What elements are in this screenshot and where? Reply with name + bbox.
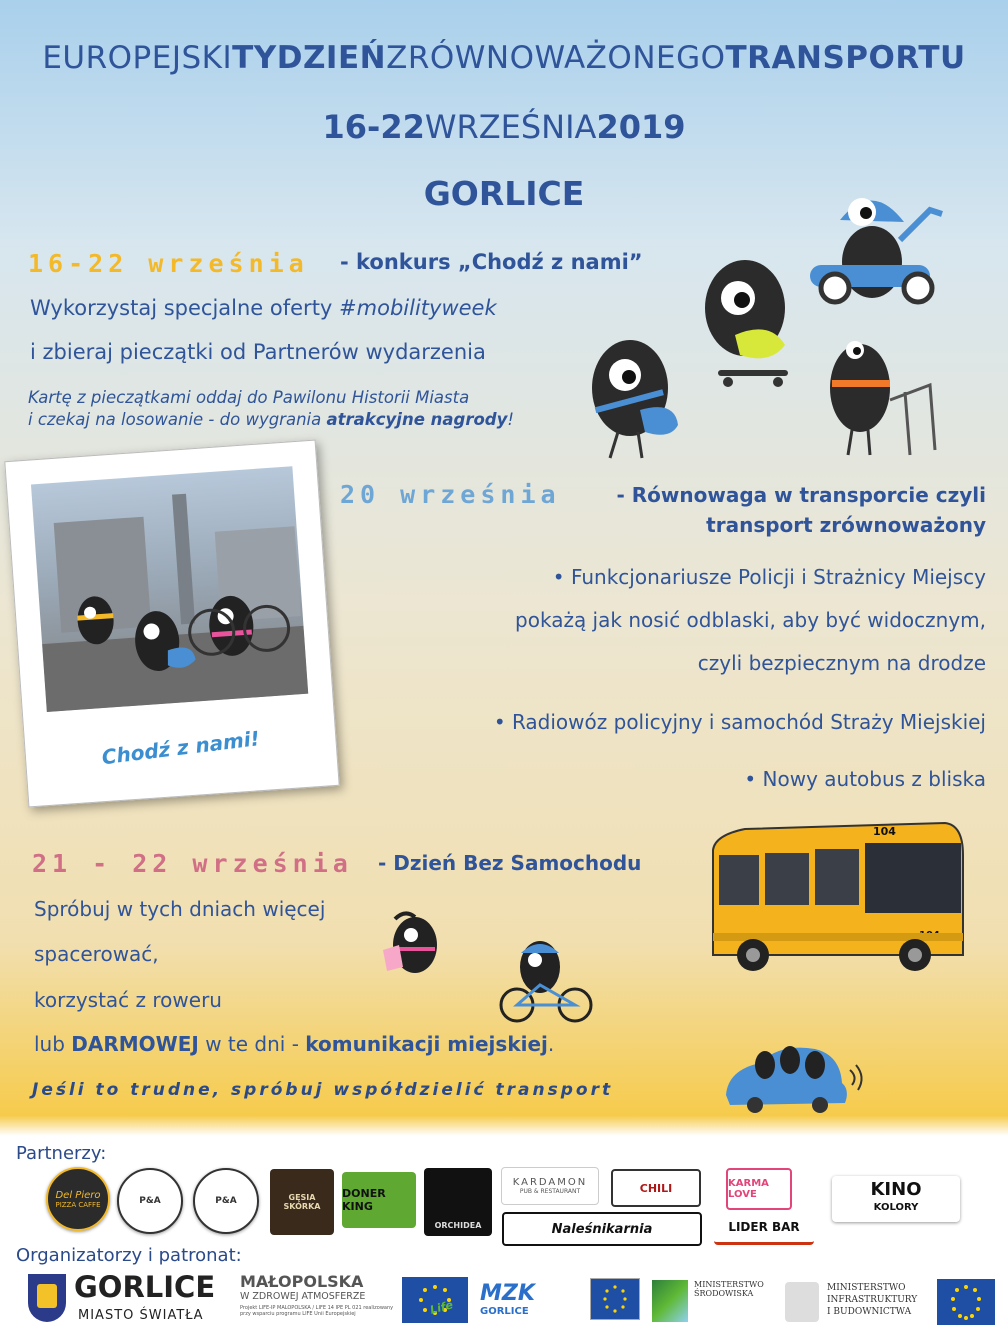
section3-line4	[34, 1032, 554, 1056]
mzk-text: MZK	[480, 1281, 535, 1306]
dates-range: 16-22	[322, 108, 425, 146]
scooter-mascot-icon	[810, 198, 942, 302]
bullet-police-line3: czyli bezpiecznym na drodze	[697, 651, 986, 675]
eu-commission-logo[interactable]	[590, 1278, 640, 1320]
eagle-icon	[785, 1282, 819, 1322]
min-infra-2: INFRASTRUKTURY	[827, 1295, 918, 1305]
street-photo	[31, 466, 308, 712]
gorlice-word: GORLICE	[74, 1270, 216, 1304]
note-end: !	[507, 410, 514, 429]
bicycle-mascot-icon	[501, 941, 591, 1021]
section1-note-line2	[28, 409, 514, 431]
partners-label: Partnerzy:	[16, 1143, 107, 1164]
line4-mid: w te dni -	[198, 1032, 306, 1056]
bag-mascot-icon	[592, 340, 678, 458]
section1-line2: i zbieraj pieczątki od Partnerów wydarzenia	[30, 340, 486, 364]
orchidea-logo[interactable]	[424, 1168, 492, 1236]
event-dates	[0, 108, 1008, 146]
kardamon-sub: PUB & RESTAURANT	[519, 1188, 581, 1195]
city-name: GORLICE	[423, 174, 585, 213]
gorlice-logo[interactable]	[28, 1270, 233, 1334]
orchidea-text: ORCHIDEA	[434, 1221, 482, 1230]
doner-king-logo[interactable]	[342, 1172, 416, 1228]
karma-text: KARMA LOVE	[728, 1178, 769, 1200]
kino-text: KINO	[870, 1179, 922, 1200]
section3-date: 21 - 22 września	[32, 849, 353, 878]
malopolska-logo[interactable]	[240, 1272, 400, 1336]
section3-line2: spacerować,	[34, 942, 159, 966]
delpiero-logo[interactable]	[46, 1167, 110, 1231]
kolory-text: KOLORY	[873, 1202, 919, 1213]
eu-flag-logo[interactable]	[937, 1279, 995, 1325]
ministerstwo-srodowiska-logo[interactable]	[652, 1278, 772, 1326]
section3-title: - Dzień Bez Samochodu	[378, 851, 642, 875]
eu-stars-icon	[402, 1277, 468, 1323]
nalesnikarnia-logo[interactable]	[502, 1212, 702, 1246]
section1-title: - konkurs „Chodź z nami”	[340, 250, 643, 274]
section1-note-line1: Kartę z pieczątkami oddaj do Pawilonu Historii Miasta	[28, 388, 470, 407]
carpool-car-icon	[720, 1035, 870, 1115]
pizzacaffe-text: PIZZA CAFFE	[55, 1200, 101, 1209]
bullet-bus: • Nowy autobus z bliska	[744, 767, 986, 791]
polaroid-photo	[4, 440, 339, 808]
photo-mascots-icon	[58, 567, 296, 703]
bus-number: 104	[873, 825, 896, 838]
section3-line1: Spróbuj w tych dniach więcej	[34, 897, 326, 921]
note-bold: atrakcyjne nagrody	[326, 410, 508, 429]
dates-month: WRZEŚNIA	[424, 108, 597, 146]
pa-text-2: P&A	[215, 1196, 237, 1206]
karma-love-logo[interactable]	[726, 1168, 792, 1210]
delpiero-text: Del Piero	[55, 1189, 101, 1201]
eu-flag-icon	[937, 1279, 995, 1325]
kardamon-text: KARDAMON	[512, 1177, 588, 1188]
kino-kolory-logo[interactable]	[832, 1176, 960, 1222]
malopolska-word: MAŁOPOLSKA	[240, 1272, 364, 1291]
malopolska-sub: W ZDROWEJ ATMOSFERZE	[240, 1291, 366, 1302]
min-infra-3: I BUDOWNICTWA	[827, 1307, 912, 1317]
section2-title-line2: transport zrównoważony	[706, 513, 986, 537]
gesia-text: GĘSIA SKÓRKA	[283, 1193, 321, 1211]
lider-bar-text: LIDER BAR	[728, 1220, 800, 1234]
gorlice-crest-icon	[28, 1274, 66, 1322]
page-title	[0, 40, 1008, 76]
pa-restaurant-logo[interactable]	[117, 1168, 183, 1234]
chili-logo[interactable]	[611, 1169, 701, 1207]
life-eu-logo[interactable]	[402, 1277, 468, 1323]
doner-text: DONER KING	[342, 1187, 386, 1213]
title-part-4: TRANSPORTU	[725, 40, 966, 76]
min-env-icon	[652, 1280, 688, 1322]
yellow-bus-icon	[705, 815, 967, 975]
organizers-label: Organizatorzy i patronat:	[16, 1245, 242, 1266]
bullet-police-car: • Radiowóz policyjny i samochód Straży Miejskiej	[493, 710, 986, 734]
note-text: i czekaj na losowanie - do wygrania	[28, 410, 327, 429]
walking-bag-mascot-icon	[375, 905, 615, 1025]
title-part-3: ZRÓWNOWAŻONEGO	[386, 40, 726, 76]
walker-mascot-icon	[830, 341, 935, 455]
pa-text: P&A	[139, 1196, 161, 1206]
line4-post: .	[547, 1032, 555, 1056]
mascots-illustration	[570, 170, 1000, 470]
nalesnikarnia-text: Naleśnikarnia	[551, 1221, 653, 1237]
line4-pre: lub	[34, 1032, 72, 1056]
eu-commission-icon	[591, 1279, 639, 1319]
chili-text: CHILI	[639, 1181, 673, 1195]
polaroid-caption: Chodź z nami!	[100, 726, 261, 770]
life-text: Life	[428, 1298, 455, 1317]
section1-line1-text: Wykorzystaj specjalne oferty	[30, 296, 340, 320]
ministerstwo-infrastruktury-logo[interactable]	[785, 1278, 935, 1332]
min-infra-1: MINISTERSTWO	[827, 1283, 906, 1293]
lider-bar-logo[interactable]	[714, 1212, 814, 1245]
public-transport-word: komunikacji miejskiej	[305, 1032, 548, 1056]
mzk-sub: GORLICE	[480, 1306, 529, 1317]
bullet-police-line2: pokażą jak nosić odblaski, aby być widocznym,	[515, 608, 986, 632]
section1-date: 16-22 września	[28, 249, 309, 278]
section2-date: 20 września	[340, 480, 561, 509]
kardamon-logo[interactable]	[501, 1167, 599, 1205]
section3-line3: korzystać z roweru	[34, 988, 222, 1012]
carpool-note: Jeśli to trudne, spróbuj współdzielić transport	[32, 1080, 614, 1100]
free-word: DARMOWEJ	[71, 1032, 199, 1056]
pa-zapiekana-logo[interactable]	[193, 1168, 259, 1234]
section1-note	[28, 387, 514, 431]
section1-line1	[30, 296, 497, 320]
gorlice-sub: MIASTO ŚWIATŁA	[78, 1308, 204, 1323]
gesia-skorka-logo[interactable]	[270, 1169, 334, 1235]
title-part-2: TYDZIEŃ	[232, 40, 387, 76]
dates-year: 2019	[596, 108, 686, 146]
bullet-police: • Funkcjonariusze Policji i Strażnicy Miejscy	[552, 565, 986, 589]
skateboard-mascot-icon	[705, 260, 788, 387]
mzk-logo[interactable]	[480, 1281, 580, 1329]
title-part-1: EUROPEJSKI	[42, 40, 233, 76]
mobilityweek-tag: #mobilityweek	[339, 296, 497, 320]
section2-title-line1: - Równowaga w transporcie czyli	[616, 483, 986, 507]
min-env-text: MINISTERSTWO ŚRODOWISKA	[694, 1280, 764, 1298]
malopolska-small: Projekt LIFE-IP MALOPOLSKA / LIFE 14 IPE PL 021 realizowany przy wsparciu programu LIFE Unii Europejskiej	[240, 1305, 394, 1317]
section2-title	[616, 480, 986, 540]
